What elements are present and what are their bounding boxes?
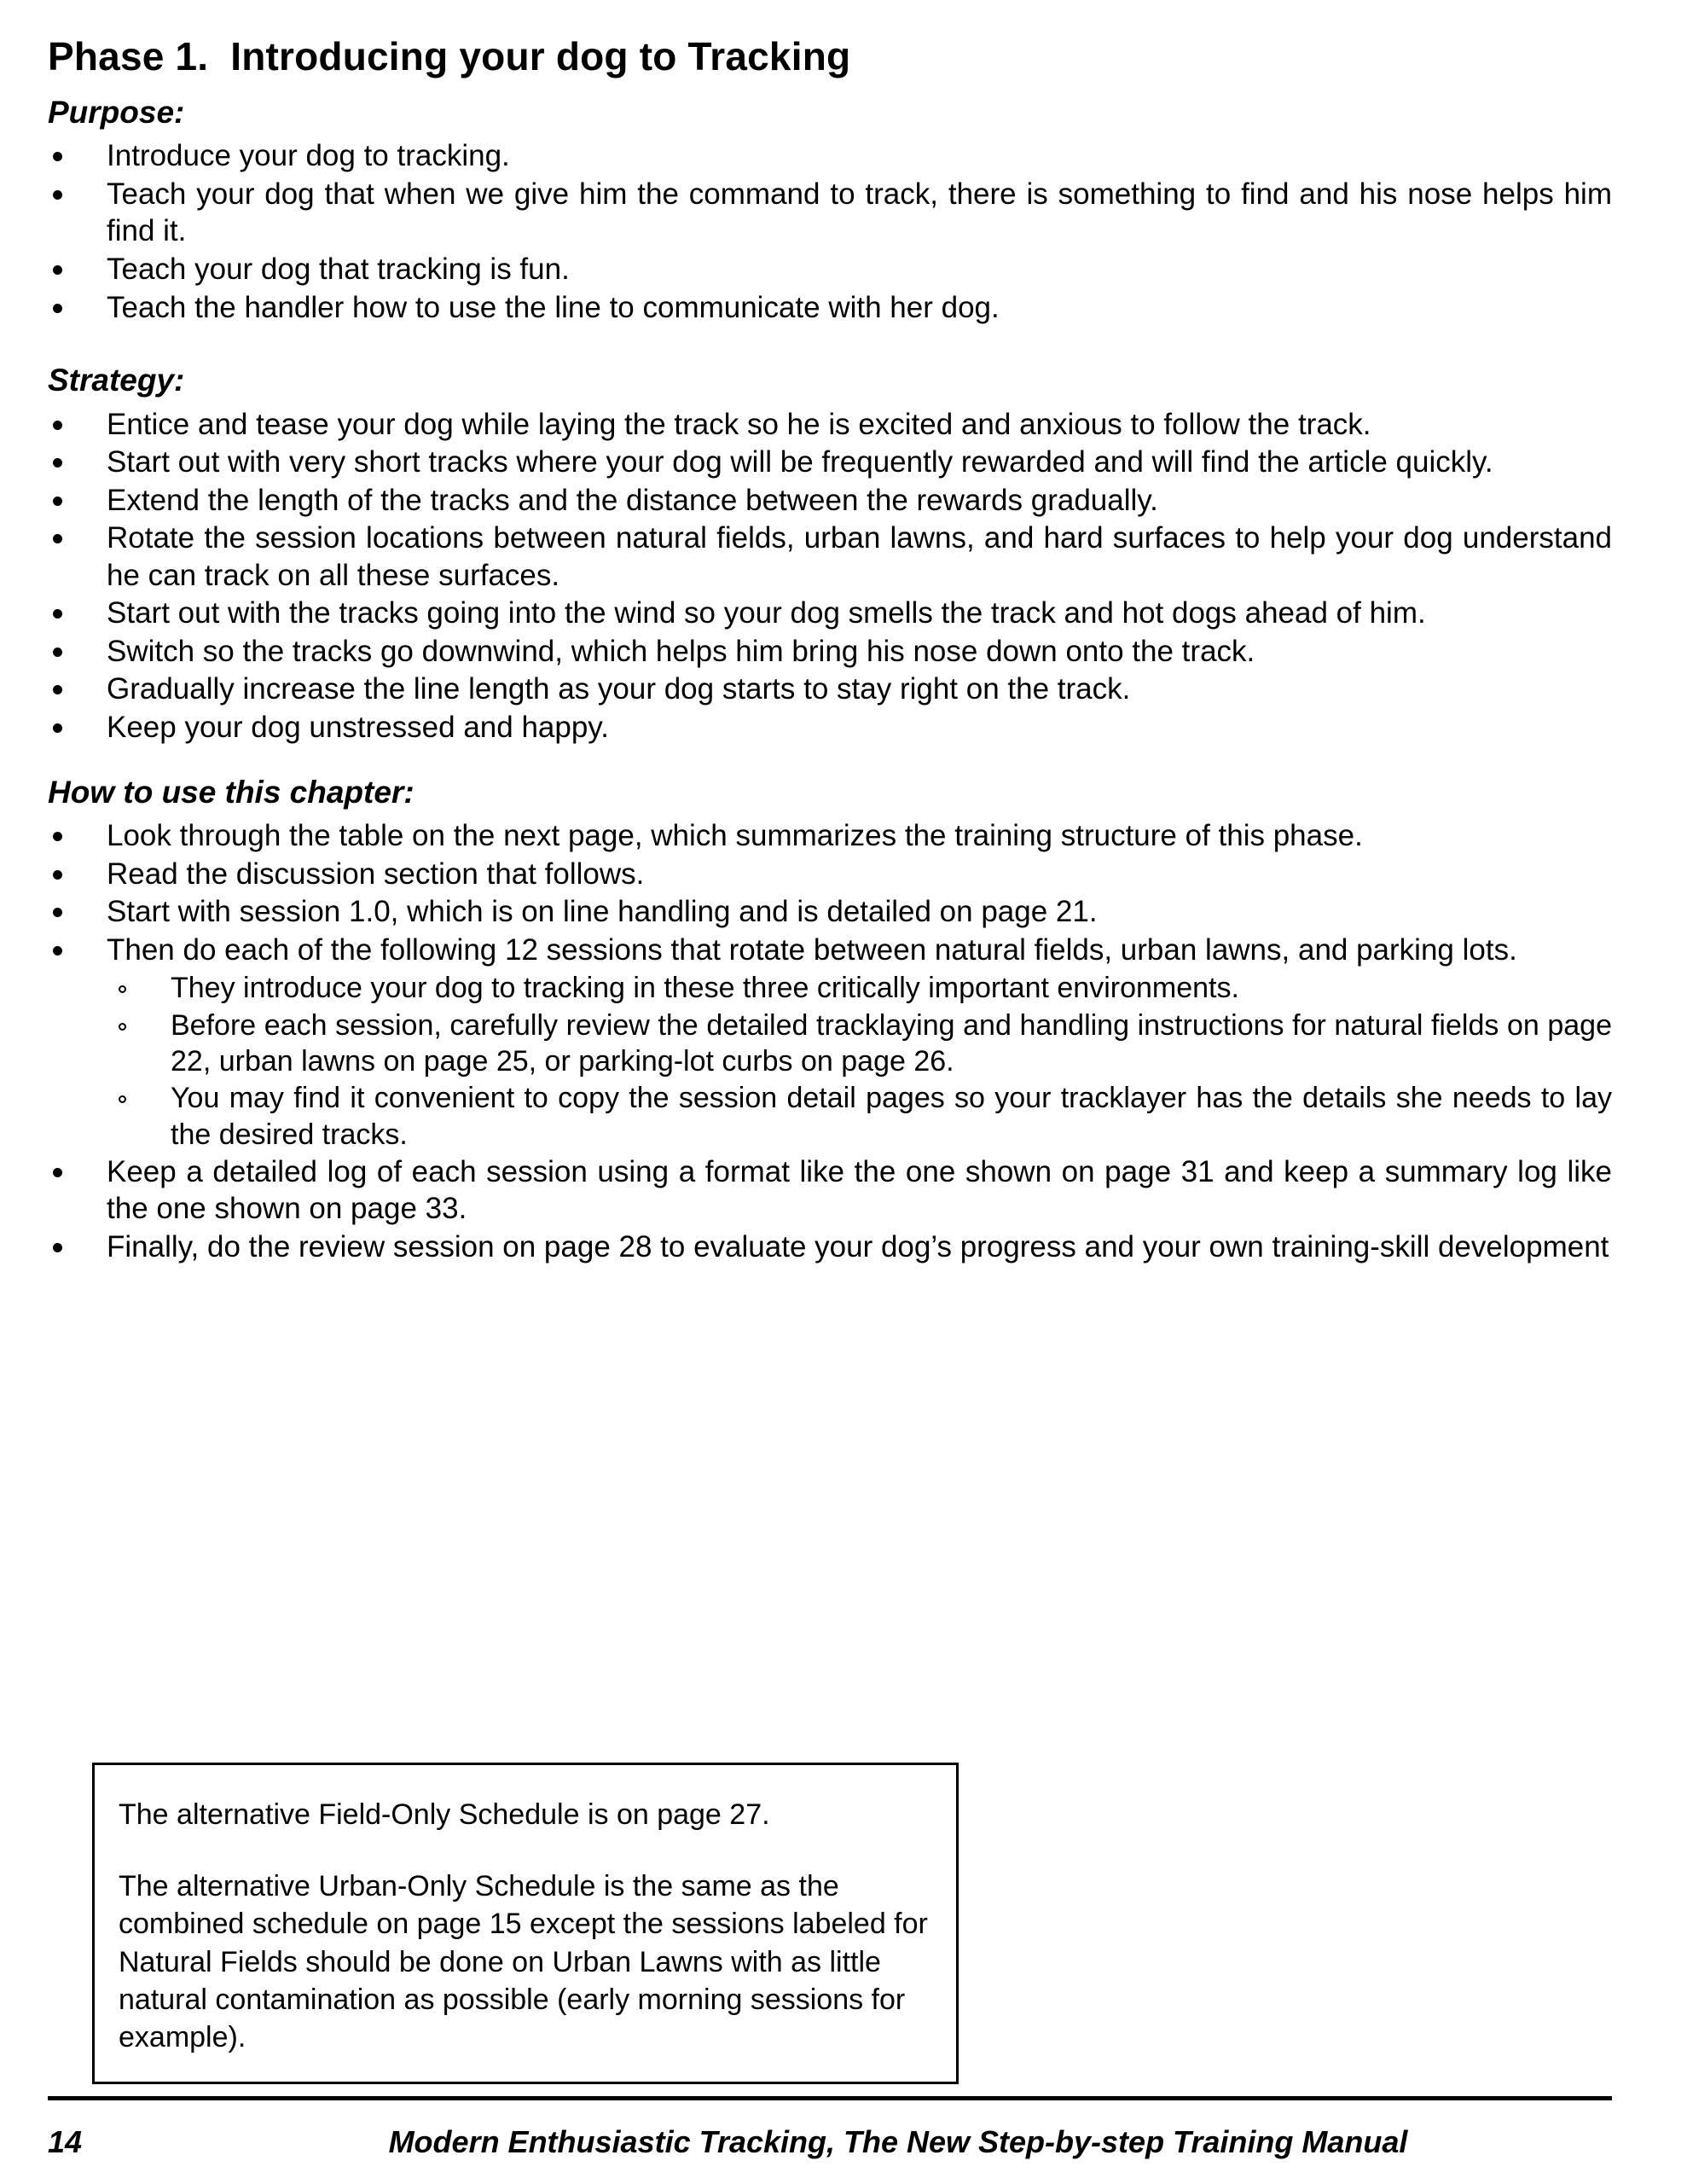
purpose-list (48, 137, 1612, 326)
list-item: Entice and tease your dog while laying the track so he is excited and anxious to follow the track. (48, 406, 1612, 444)
how-to-use-list (48, 817, 1612, 1266)
list-item: Rotate the session locations between natural fields, urban lawns, and hard surfaces to help your dog understand he can track on all these surfaces. (48, 520, 1612, 594)
list-item: Switch so the tracks go downwind, which helps him bring his nose down onto the track. (48, 633, 1612, 671)
list-item: Gradually increase the line length as your dog starts to stay right on the track. (48, 671, 1612, 708)
page-footer (48, 2124, 1612, 2172)
list-item (48, 932, 1612, 1153)
list-item: Teach the handler how to use the line to communicate with her dog. (48, 289, 1612, 327)
strategy-list (48, 406, 1612, 746)
list-item: Finally, do the review session on page 28 to evaluate your dog’s progress and your own training-skill development (48, 1228, 1612, 1266)
section-heading-strategy: Strategy: (48, 363, 185, 398)
list-item: Start out with very short tracks where your dog will be frequently rewarded and will find the article quickly. (48, 444, 1612, 481)
callout-line-2: The alternative Urban-Only Schedule is the same as the combined schedule on page 15 except the sessions labeled for Natural Fields should be done on Urban Lawns with as little natural contamination as possible (early morning sessions for example). (119, 1870, 928, 2053)
book-title: Modern Enthusiastic Tracking, The New Step-by-step Training Manual (388, 2124, 1408, 2159)
list-item: Introduce your dog to tracking. (48, 137, 1612, 175)
list-item: Start with session 1.0, which is on line handling and is detailed on page 21. (48, 893, 1612, 931)
list-item: Teach your dog that when we give him the command to track, there is something to find and his nose helps him find it. (48, 176, 1612, 250)
callout-box (92, 1763, 959, 2084)
page-number: 14 (48, 2124, 83, 2159)
sub-list-item: Before each session, carefully review the detailed tracklaying and handling instructions for natural fields on page 22, urban lawns on page 25, or parking-lot curbs on page 26. (107, 1008, 1612, 1080)
list-item: Keep a detailed log of each session using a format like the one shown on page 31 and keep a summary log like the one shown on page 33. (48, 1153, 1612, 1228)
sub-list-item: You may find it convenient to copy the session detail pages so your tracklayer has the details she needs to lay the desired tracks. (107, 1080, 1612, 1153)
page-title: Phase 1. Introducing your dog to Tracking (48, 33, 851, 78)
document-body (48, 92, 1612, 1267)
list-item: Extend the length of the tracks and the distance between the rewards gradually. (48, 482, 1612, 520)
section-heading-how-to-use-chapter: How to use this chapter: (48, 774, 415, 810)
list-item: Start out with the tracks going into the wind so your dog smells the track and hot dogs ahead of him. (48, 595, 1612, 632)
list-item: Look through the table on the next page, which summarizes the training structure of this phase. (48, 817, 1612, 855)
list-item: Keep your dog unstressed and happy. (48, 709, 1612, 746)
list-item: Teach your dog that tracking is fun. (48, 251, 1612, 288)
list-item-text: Then do each of the following 12 sessions that rotate between natural fields, urban lawns, and parking lots. (107, 932, 1517, 967)
callout-line-1: The alternative Field-Only Schedule is on page 27. (119, 1798, 770, 1831)
list-item: Read the discussion section that follows. (48, 856, 1612, 893)
section-heading-purpose: Purpose: (48, 95, 185, 130)
sub-list-item: They introduce your dog to tracking in these three critically important environments. (107, 970, 1612, 1006)
footer-divider (48, 2096, 1612, 2100)
how-to-use-sublist (107, 970, 1612, 1153)
